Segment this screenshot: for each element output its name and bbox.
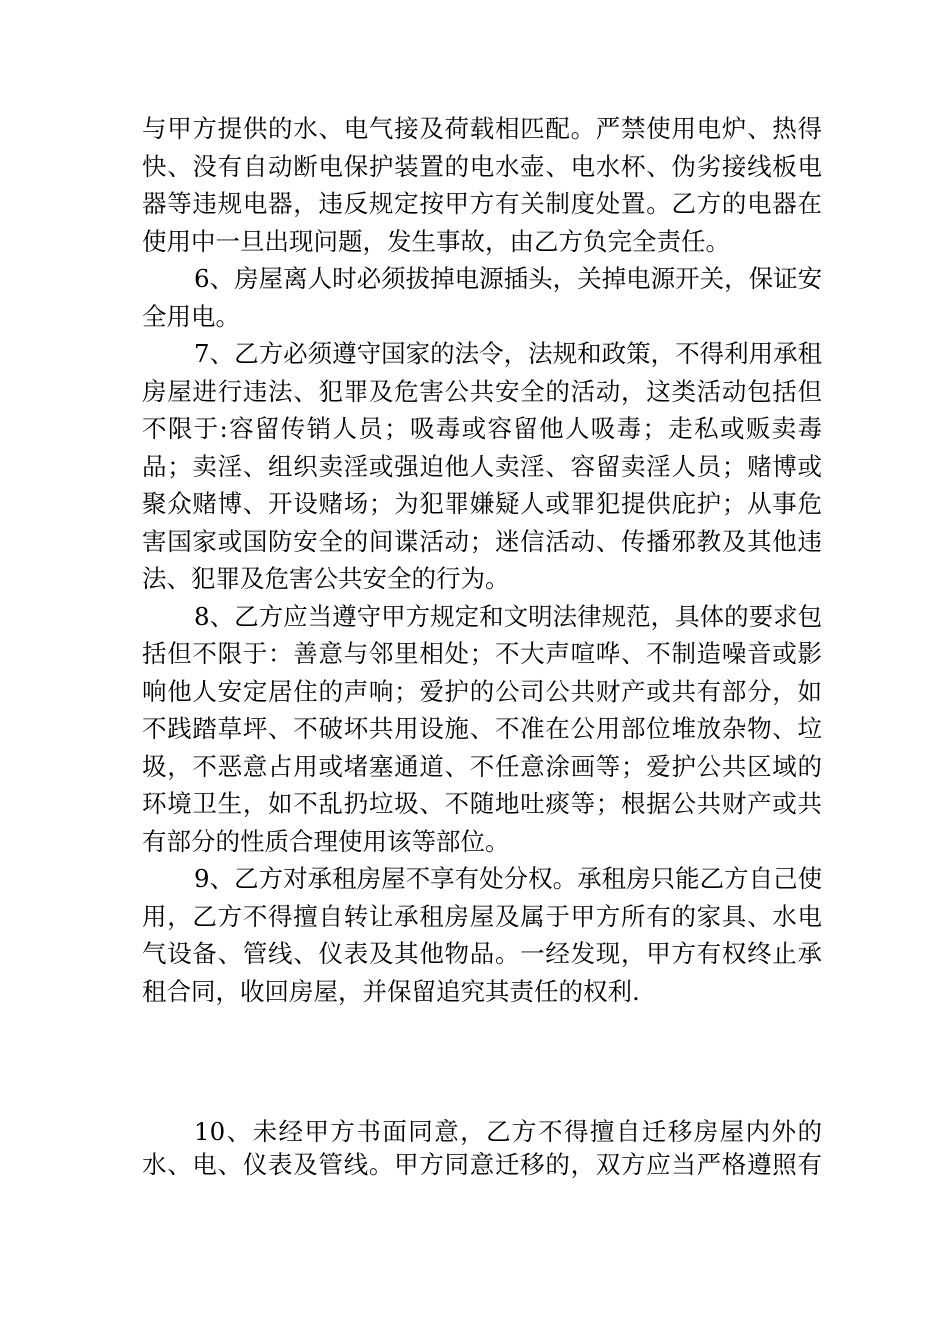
paragraph-line: 全用电。	[142, 301, 240, 331]
paragraph-line: 响他人安定居住的声响；爱护的公司公共财产或共有部分，如	[142, 676, 822, 706]
paragraph-line: 害国家或国防安全的间谍活动；迷信活动、传播邪教及其他违	[142, 526, 822, 556]
paragraph-line: 环境卫生，如不乱扔垃圾、不随地吐痰等；根据公共财产或共	[142, 789, 822, 818]
paragraph-line: 聚众赌博、开设赌场；为犯罪嫌疑人或罪犯提供庇护；从事危	[142, 489, 822, 518]
paragraph-line: 租合同，收回房屋，并保留追究其责任的权利.	[142, 976, 640, 1006]
body-text-paragraph-10	[142, 1115, 822, 1181]
paragraph-line: 气设备、管线、仪表及其他物品。一经发现，甲方有权终止承	[142, 939, 822, 968]
paragraph-line: 房屋进行违法、犯罪及危害公共安全的活动，这类活动包括但	[142, 376, 822, 406]
paragraph-line: 法、犯罪及危害公共安全的行为。	[142, 564, 510, 593]
paragraph-line: 6、房屋离人时必须拔掉电源插头，关掉电源开关，保证安	[194, 264, 823, 293]
paragraph-line: 不限于:容留传销人员；吸毒或容留他人吸毒；走私或贩卖毒	[142, 414, 822, 443]
paragraph-line: 括但不限于：善意与邻里相处；不大声喧哗、不制造噪音或影	[142, 639, 822, 668]
paragraph-line: 水、电、仪表及管线。甲方同意迁移的，双方应当严格遵照有	[142, 1150, 822, 1179]
paragraph-line: 与甲方提供的水、电气接及荷载相匹配。严禁使用电炉、热得	[142, 114, 822, 143]
paragraph-line: 8、乙方应当遵守甲方规定和文明法律规范，具体的要求包	[194, 601, 823, 631]
paragraph-line: 不践踏草坪、不破坏共用设施、不准在公用部位堆放杂物、垃	[142, 714, 822, 743]
paragraph-line: 10、未经甲方书面同意，乙方不得擅自迁移房屋内外的	[194, 1117, 822, 1146]
body-text	[142, 110, 822, 1010]
paragraph-line: 品；卖淫、组织卖淫或强迫他人卖淫、容留卖淫人员；赌博或	[142, 451, 822, 481]
paragraph-line: 有部分的性质合理使用该等部位。	[142, 826, 510, 856]
paragraph-line: 快、没有自动断电保护装置的电水壶、电水杯、伪劣接线板电	[142, 151, 822, 181]
paragraph-line: 9、乙方对承租房屋不享有处分权。承租房只能乙方自己使	[194, 864, 823, 893]
paragraph-line: 器等违规电器，违反规定按甲方有关制度处置。乙方的电器在	[142, 189, 822, 218]
paragraph-line: 使用中一旦出现问题，发生事故，由乙方负完全责任。	[142, 226, 730, 256]
paragraph-line: 用，乙方不得擅自转让承租房屋及属于甲方所有的家具、水电	[142, 901, 822, 931]
paragraph-line: 7、乙方必须遵守国家的法令，法规和政策，不得利用承租	[194, 339, 823, 368]
paragraph-line: 圾，不恶意占用或堵塞通道、不任意涂画等；爱护公共区域的	[142, 751, 822, 781]
